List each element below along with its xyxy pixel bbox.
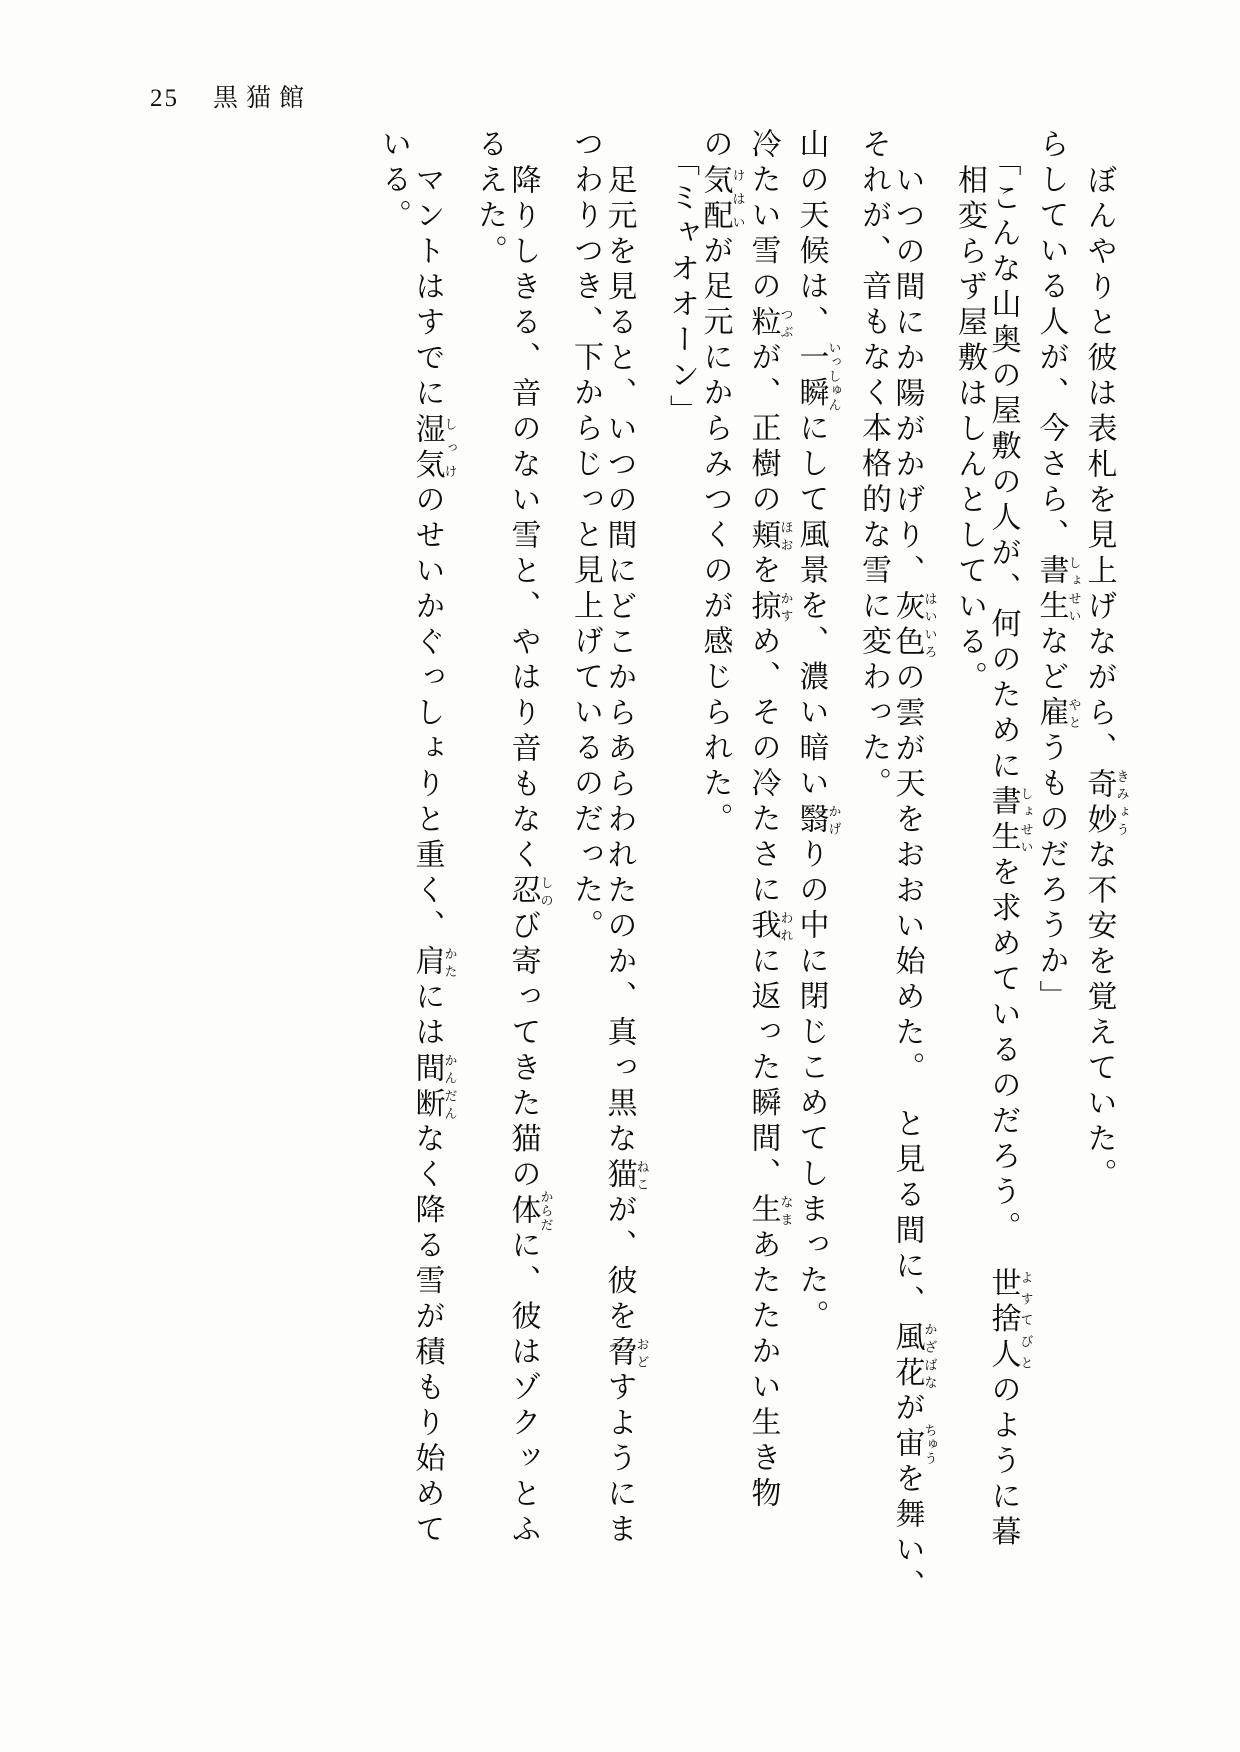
text-column: 山の天候は、一瞬いっしゅんにして風景を、濃い暗い翳かげりの中に閉じこめてしまった。 — [793, 128, 841, 1335]
text-column: 相変らず屋敷はしんとしている。 — [952, 164, 987, 697]
text-column: いつの間にか陽がかげり、灰色はいいろの雲が天をおおい始めた。 と見る間に、風花かざばなが宙ちゅうを舞い、 — [889, 164, 937, 1605]
text-column: つわりつき、下からじっと見上げているのだった。 — [568, 128, 603, 945]
text-column: いる。 — [376, 128, 411, 235]
text-column: ぼんやりと彼は表札を見上げながら、奇妙きみょうな不安を覚えていた。 — [1081, 164, 1129, 1194]
text-column: マントはすでに湿気しっけのせいかぐっしょりと重く、肩かたには間断かんだんなく降る雪が積もり始めて — [409, 164, 457, 1549]
page-number: 25 — [150, 85, 179, 112]
text-column: 「こんな山奥の屋敷の人が、何のために書生しょせいを求めているのだろう。 世捨人よすてびとのように暮 — [985, 146, 1033, 1551]
text-column: 「ミャオオーン」 — [664, 146, 699, 430]
text-column: るえた。 — [472, 128, 507, 270]
vertical-text-block — [228, 128, 1129, 1605]
text-column: 降りしきる、音のない雪と、やはり音もなく忍しのび寄ってきた猫の体からだに、彼はゾクッとふ — [505, 164, 553, 1549]
text-column: の気配けはいが足元にからみつくのが感じられた。 — [697, 128, 745, 838]
text-column: らしている人が、今さら、書生しょせいなど雇やとうものだろうか」 — [1033, 128, 1081, 1016]
running-head — [150, 78, 312, 114]
text-column: 足元を見ると、いつの間にどこからあらわれたのか、真っ黒な猫ねこが、彼を脅おどすようにま — [601, 164, 649, 1549]
text-column: 冷たい雪の粒つぶが、正樹の頬ほおを掠かすめ、その冷たさに我われに返った瞬間、生なまあたたかい生き物 — [745, 128, 793, 1513]
book-title: 黒猫館 — [213, 83, 313, 112]
text-column: それが、音もなく本格的な雪に変わった。 — [856, 128, 891, 803]
